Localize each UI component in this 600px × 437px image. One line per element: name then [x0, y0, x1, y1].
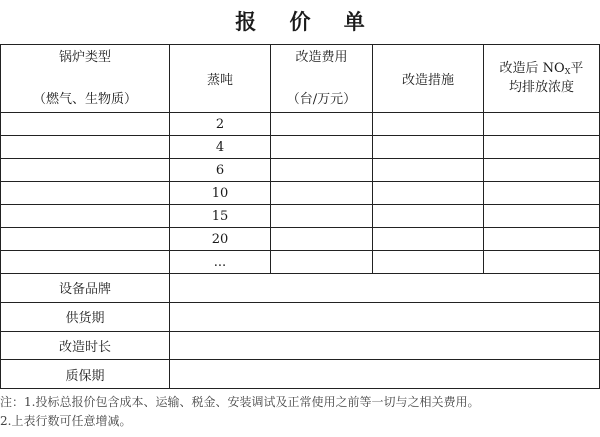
- header-nox-line2: 均排放浓度: [508, 80, 574, 95]
- header-boiler-type: [1, 45, 170, 113]
- footer-row-label: 设备品牌: [1, 274, 170, 303]
- cell-tonnage: 10: [170, 182, 271, 205]
- cell-boiler-type: [1, 182, 170, 205]
- cell-cost: [271, 159, 373, 182]
- cell-boiler-type: [1, 159, 170, 182]
- footer-row: [1, 302, 600, 331]
- footer-row-label: 质保期: [1, 360, 170, 389]
- note-line-2: 2.上表行数可任意增减。: [0, 414, 132, 428]
- cell-measures: [373, 159, 484, 182]
- table-row: [1, 136, 600, 159]
- cell-cost: [271, 251, 373, 274]
- cell-nox: [484, 159, 600, 182]
- table-row: [1, 251, 600, 274]
- table-row: [1, 182, 600, 205]
- header-measures: 改造措施: [373, 45, 484, 113]
- footer-row: [1, 331, 600, 360]
- cell-nox: [484, 182, 600, 205]
- table-row: [1, 228, 600, 251]
- header-nox-subscript: X: [564, 67, 571, 76]
- footer-row: [1, 360, 600, 389]
- header-nox: [484, 45, 600, 113]
- cell-boiler-type: [1, 205, 170, 228]
- cell-tonnage: 2: [170, 113, 271, 136]
- cell-measures: [373, 182, 484, 205]
- cell-measures: [373, 251, 484, 274]
- notes: [0, 393, 600, 431]
- footer-row: [1, 274, 600, 303]
- cell-nox: [484, 113, 600, 136]
- cell-tonnage: ...: [170, 251, 271, 274]
- cell-nox: [484, 205, 600, 228]
- cell-tonnage: 20: [170, 228, 271, 251]
- footer-row-label: 供货期: [1, 302, 170, 331]
- cell-nox: [484, 228, 600, 251]
- table-row: [1, 113, 600, 136]
- footer-row-value: [170, 274, 600, 303]
- header-nox-prefix: 改造后 NO: [499, 61, 565, 76]
- cell-measures: [373, 228, 484, 251]
- cell-boiler-type: [1, 251, 170, 274]
- header-cost: [271, 45, 373, 113]
- table-header-row: [1, 45, 600, 113]
- cell-nox: [484, 251, 600, 274]
- footer-row-label: 改造时长: [1, 331, 170, 360]
- document-title: 报 价 单: [235, 9, 378, 34]
- cell-cost: [271, 182, 373, 205]
- cell-measures: [373, 113, 484, 136]
- cell-boiler-type: [1, 228, 170, 251]
- cell-measures: [373, 136, 484, 159]
- header-boiler-type-note: （燃气、生物质）: [32, 91, 137, 107]
- cell-cost: [271, 113, 373, 136]
- footer-row-value: [170, 331, 600, 360]
- cell-nox: [484, 136, 600, 159]
- table-row: [1, 159, 600, 182]
- table-row: [1, 205, 600, 228]
- cell-boiler-type: [1, 113, 170, 136]
- header-cost-unit: （台/万元）: [286, 91, 357, 107]
- header-boiler-type-label: 锅炉类型: [58, 49, 111, 65]
- cell-cost: [271, 136, 373, 159]
- cell-tonnage: 6: [170, 159, 271, 182]
- cell-cost: [271, 228, 373, 251]
- footer-row-value: [170, 302, 600, 331]
- footer-row-value: [170, 360, 600, 389]
- header-tonnage: 蒸吨: [170, 45, 271, 113]
- header-cost-label: 改造费用: [295, 49, 348, 65]
- quote-table: [0, 44, 600, 389]
- cell-cost: [271, 205, 373, 228]
- header-nox-suffix: 平: [570, 61, 584, 76]
- cell-tonnage: 15: [170, 205, 271, 228]
- note-line-1: 注：1.投标总报价包含成本、运输、税金、安装调试及正常使用之前等一切与之相关费用。: [0, 395, 480, 409]
- cell-boiler-type: [1, 136, 170, 159]
- cell-tonnage: 4: [170, 136, 271, 159]
- cell-measures: [373, 205, 484, 228]
